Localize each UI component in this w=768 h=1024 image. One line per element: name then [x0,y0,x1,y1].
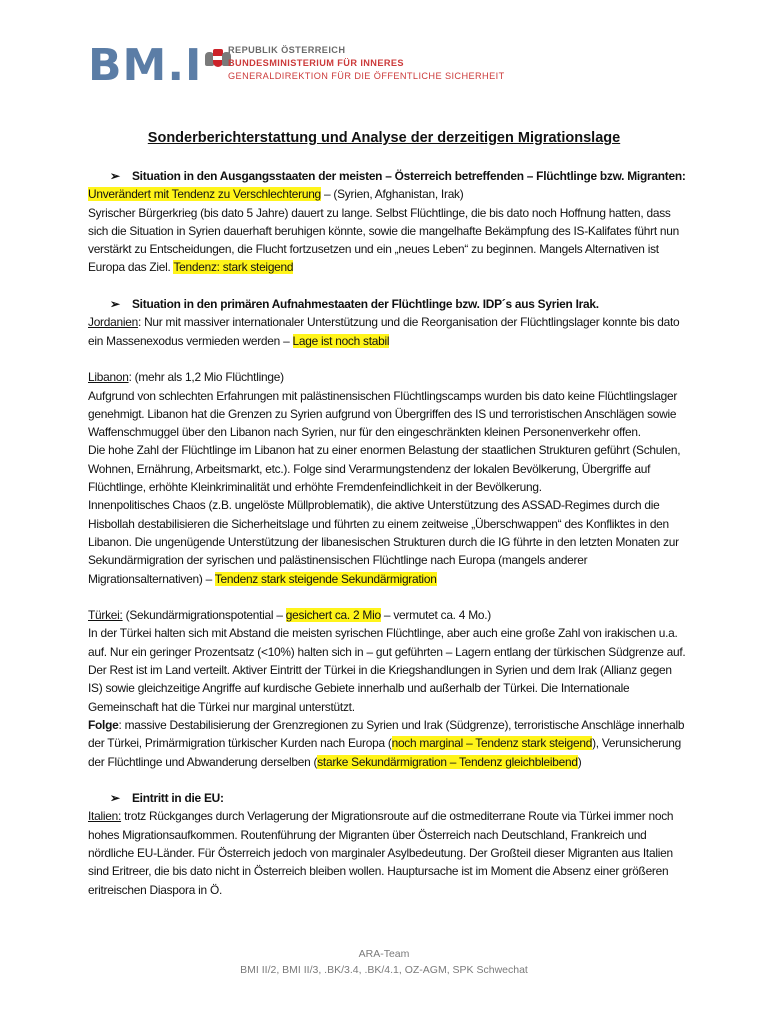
paragraph-lebanon-1: Aufgrund von schlechten Erfahrungen mit palästinensischen Flüchtlingscamps wurden bis dato keine Flüchtlingslager genehmigt. Libanon hat die Grenzen zu Syrien aufgrund von Übergriffen des IS und terroristischen Anschlägen sowie Waffenschmuggel über den Libanon nach Syrien, nur für den eingeschränkten kleinen Personenverkehr offen. [88,388,678,440]
org-line-ministry: BUNDESMINISTERIUM FÜR INNERES [228,58,404,68]
label-folge: Folge [88,717,119,732]
section-heading-origin-states: ➢ Situation in den Ausgangsstaaten der meisten – Österreich betreffenden – Flüchtlinge bzw. Migranten: [110,167,688,185]
highlight-trend: Unverändert mit Tendenz zu Verschlechterung [88,187,321,202]
paragraph-lebanon-head: Libanon: (mehr als 1,2 Mio Flüchtlinge) [88,370,284,385]
highlight-turkey: gesichert ca. 2 Mio [285,608,381,623]
paragraph-consequence: Folge: massive Destabilisierung der Grenzregionen zu Syrien und Irak (Südgrenze), terroristische Anschläge innerhalb der Türkei, Primärmigration türkischer Kurden nach Europa (noch marginal – Tendenz stark steigend), Verunsicherung der Flüchtlinge und Abwanderung derselben (starke Sekundärmigration – Tendenz gleichbleibend) [88,717,685,769]
footer-team: ARA-Team [358,948,410,960]
highlight-rising: Tendenz: stark steigend [173,260,294,275]
paragraph-syria: Syrischer Bürgerkrieg (bis dato 5 Jahre) dauert zu lange. Selbst Flüchtlinge, die bis dato noch Hoffnung hatten, dass sich die Situation in Syrien dauerhaft beruhigen könnte, sowie die mangelhafte Bekämpfung des IS-Kalifates führt nun verstärkt zu Entscheidungen, die Flucht fortzusetzen und ein „neues Leben“ zu beginnen. Mangels Alternativen ist Europa das Ziel. Tendenz: stark steigend [88,205,680,275]
bmi-logo: BM.I [88,40,203,91]
section-heading-host-states: ➢ Situation in den primären Aufnahmestaaten der Flüchtlinge bzw. IDP´s aus Syrien Irak. [110,295,688,313]
highlight-jordan: Lage ist noch stabil [292,333,390,348]
highlight-lebanon: Tendenz stark steigende Sekundärmigration [214,571,437,586]
arrow-bullet-icon: ➢ [110,169,120,183]
label-lebanon: Libanon [88,370,129,385]
document-title: Sonderberichterstattung und Analyse der derzeitigen Migrationslage [147,130,621,146]
highlight-kurds: noch marginal – Tendenz stark steigend [391,736,593,751]
section-heading-eu-entry: ➢ Eintritt in die EU: [110,789,688,807]
paragraph-origin-trend: Unverändert mit Tendenz zu Verschlechterung – (Syrien, Afghanistan, Irak) [88,187,464,202]
paragraph-turkey: In der Türkei halten sich mit Abstand die meisten syrischen Flüchtlinge, aber auch eine große Zahl von irakischen u.a. auf. Nur ein geringer Prozentsatz (<10%) halten sich in – gut geführten – Lagern entlang der türkischen Südgrenze auf. Der Rest ist im Land verteilt. Aktiver Eintritt der Türkei in die Kriegshandlungen in Syrien und dem Irak (Allianz gegen IS) sowie gleichzeitige Angriffe auf kurdische Gebiete innerhalb und außerhalb der Türkei. Die Internationale Gemeinschaft hat die Türkei nur marginal unterstützt. [88,626,686,714]
org-line-directorate: GENERALDIREKTION FÜR DIE ÖFFENTLICHE SICHERHEIT [228,71,505,81]
org-line-republic: REPUBLIK ÖSTERREICH [228,45,346,55]
arrow-bullet-icon: ➢ [110,297,120,312]
label-turkey: Türkei: [88,608,123,623]
arrow-bullet-icon: ➢ [110,791,120,806]
paragraph-jordan: Jordanien: Nur mit massiver internationaler Unterstützung und die Reorganisation der Flüchtlingslager konnte bis dato ein Massenexodus vermieden werden – Lage ist noch stabil [88,315,680,348]
footer-distribution: BMI II/2, BMI II/3, .BK/3.4, .BK/4.1, OZ-AGM, SPK Schwechat [240,964,528,976]
document-body [88,167,688,899]
paragraph-turkey-head: Türkei: (Sekundärmigrationspotential – gesichert ca. 2 Mio – vermutet ca. 4 Mo.) [88,608,491,623]
paragraph-lebanon-3: Innenpolitisches Chaos (z.B. ungelöste Müllproblematik), die aktive Unterstützung des ASSAD-Regimes durch die Hisbollah destabilisieren die Sicherheitslage und führten zu einem zeitweise „Überschwappen“ des Konfliktes in den Libanon. Die ungenügende Unterstützung der libanesischen Strukturen durch die IG führte in den letzten Monaten zur Sekundärmigration der syrischen und palästinensischen Flüchtlinge nach Europa (mangels anderer Migrationsalternativen) – Tendenz stark steigende Sekundärmigration [88,498,679,586]
organization-block [228,44,505,83]
page-footer [0,946,768,978]
paragraph-italy: Italien: trotz Rückganges durch Verlagerung der Migrationsroute auf die ostmediterrane Route via Türkei immer noch hohes Migrationsaufkommen. Routenführung der Migranten über Österreich nach Deutschland, Frankreich und nördliche EU-Länder. Für Österreich jedoch von marginaler Asylbedeutung. Der Großteil dieser Migranten aus Italien sind Eritreer, die bis dato nicht in Österreich bleiben wollen. Hauptursache ist im Moment die Absenz einer größeren eritreischen Diaspora in Ö. [88,809,674,897]
letterhead [88,42,688,92]
paragraph-lebanon-2: Die hohe Zahl der Flüchtlinge im Libanon hat zu einer enormen Belastung der staatlichen Strukturen geführt (Schulen, Wohnen, Ernährung, Arbeitsmarkt, etc.). Folge sind Verarmungstendenz der lokalen Bevölkerung, Übergriffe auf Flüchtlinge, erhöhte Kleinkriminalität und erhöhte Fremdenfeindlichkeit in der Bevölkerung. [88,443,681,495]
highlight-secondary: starke Sekundärmigration – Tendenz gleichbleibend [317,754,578,769]
label-jordan: Jordanien [88,315,138,330]
label-italy: Italien: [88,809,122,824]
